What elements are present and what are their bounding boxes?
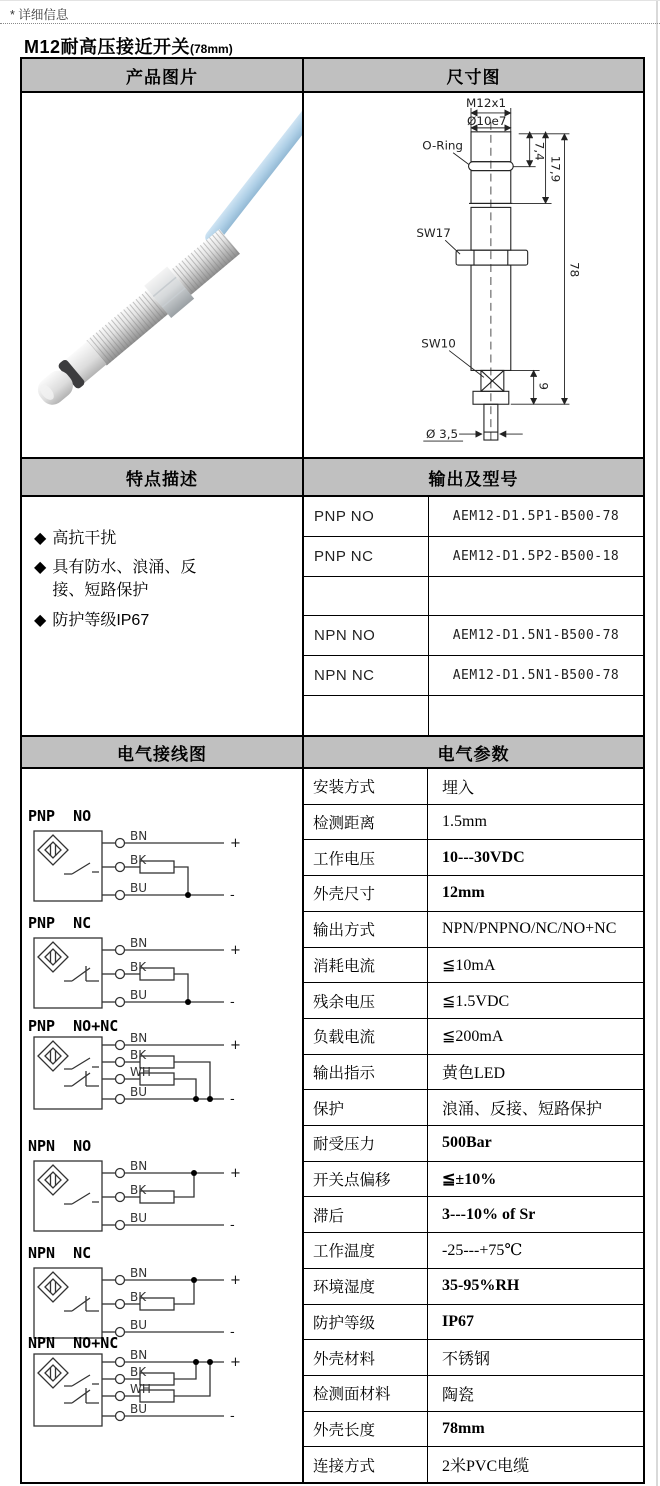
output-type: NPN NO xyxy=(304,616,429,655)
page-note: * 详细信息 xyxy=(10,8,69,22)
param-row xyxy=(304,1161,643,1197)
svg-text:-: - xyxy=(230,1092,235,1107)
param-row xyxy=(304,1089,643,1125)
wiring-diagram-npn-no-nc xyxy=(26,1336,298,1452)
svg-text:-: - xyxy=(230,1409,235,1424)
param-label: 检测距离 xyxy=(304,805,428,840)
wiring-diagrams-cell xyxy=(22,769,302,1482)
param-row xyxy=(304,839,643,875)
header-row-1 xyxy=(22,59,643,91)
output-model-number: AEM12-D1.5P2-B500-18 xyxy=(452,548,620,564)
svg-text:-: - xyxy=(230,995,235,1010)
svg-text:NPN NO: NPN NO xyxy=(28,1139,92,1155)
dim-78-label: 78 xyxy=(567,262,582,278)
param-row xyxy=(304,1125,643,1161)
svg-text:-: - xyxy=(230,888,235,903)
param-label: 工作电压 xyxy=(304,840,428,875)
feature-text: 具有防水、浪涌、反接、短路保护 xyxy=(52,559,197,600)
param-label: 环境湿度 xyxy=(304,1269,428,1304)
param-label: 外壳长度 xyxy=(304,1412,428,1447)
output-model-number: AEM12-D1.5P1-B500-78 xyxy=(452,508,620,524)
svg-text:PNP NO+NC: PNP NO+NC xyxy=(28,1019,119,1035)
output-model-number: AEM12-D1.5N1-B500-78 xyxy=(452,668,620,684)
dimension-header: 尺寸图 xyxy=(302,59,643,91)
feature-text: 高抗干扰 xyxy=(52,530,117,547)
param-row xyxy=(304,1268,643,1304)
svg-text:BK: BK xyxy=(130,1365,147,1379)
param-row xyxy=(304,911,643,947)
svg-text:+: + xyxy=(230,1038,241,1053)
output-model-table xyxy=(304,497,643,735)
dim-179-label: 17,9 xyxy=(548,155,563,183)
product-photo xyxy=(22,93,302,457)
dim-diameter-label: Ø10e7 xyxy=(467,113,507,128)
svg-text:BN: BN xyxy=(130,829,148,843)
param-label: 负载电流 xyxy=(304,1019,428,1054)
param-row xyxy=(304,1054,643,1090)
features-row xyxy=(22,495,643,735)
product-image-header: 产品图片 xyxy=(126,67,198,87)
page-title xyxy=(24,33,233,59)
param-row xyxy=(304,1411,643,1447)
svg-text:PNP NO: PNP NO xyxy=(28,809,92,825)
svg-text:WH: WH xyxy=(130,1065,151,1079)
output-model-number: AEM12-D1.5N1-B500-78 xyxy=(452,628,620,644)
param-row xyxy=(304,1304,643,1340)
param-value: 35-95%RH xyxy=(442,1277,520,1295)
output-type: PNP NC xyxy=(304,537,429,576)
param-label: 防护等级 xyxy=(304,1305,428,1340)
output-model-row xyxy=(304,497,643,536)
title-text: M12耐高压接近开关 xyxy=(24,37,191,57)
diamond-bullet-icon: ◆ xyxy=(34,559,47,577)
features-header: 特点描述 xyxy=(126,469,198,489)
svg-text:BU: BU xyxy=(130,1085,148,1099)
param-row xyxy=(304,1018,643,1054)
params-header: 电气参数 xyxy=(302,737,643,767)
svg-text:BU: BU xyxy=(130,1318,148,1332)
output-model-row xyxy=(304,536,643,576)
param-label: 连接方式 xyxy=(304,1447,428,1482)
wiring-diagram-npn-no xyxy=(26,1139,298,1255)
param-row xyxy=(304,875,643,911)
param-label: 消耗电流 xyxy=(304,948,428,983)
output-model-row xyxy=(304,695,643,735)
param-value: IP67 xyxy=(442,1312,474,1330)
svg-text:NPN NC: NPN NC xyxy=(28,1246,92,1262)
feature-item xyxy=(34,556,294,602)
dim-sw10-label: SW10 xyxy=(421,336,456,351)
sensor-cable xyxy=(202,93,302,248)
param-label: 外壳尺寸 xyxy=(304,876,428,911)
dimension-drawing-cell xyxy=(302,93,643,457)
dimension-drawing xyxy=(304,93,643,457)
param-value: NPN/PNPNO/NC/NO+NC xyxy=(442,920,617,938)
param-label: 滞后 xyxy=(304,1197,428,1232)
param-value: 黄色LED xyxy=(442,1065,506,1083)
feature-item xyxy=(34,527,294,550)
param-row xyxy=(304,1339,643,1375)
param-label: 输出指示 xyxy=(304,1055,428,1090)
param-label: 检测面材料 xyxy=(304,1376,428,1411)
output-header: 输出及型号 xyxy=(302,459,643,495)
svg-text:BN: BN xyxy=(130,1348,148,1362)
svg-text:BN: BN xyxy=(130,1031,148,1045)
detail-row xyxy=(22,767,643,1482)
param-value: ≦1.5VDC xyxy=(442,992,510,1010)
output-model-row xyxy=(304,576,643,616)
svg-text:+: + xyxy=(230,1166,241,1181)
hex-nut-outline xyxy=(456,250,528,265)
wiring-diagram-pnp-nc xyxy=(26,916,298,1032)
output-type: NPN NC xyxy=(304,656,429,695)
page-top-edge xyxy=(0,0,660,1)
param-row xyxy=(304,1232,643,1268)
svg-text:-: - xyxy=(230,1218,235,1233)
output-type xyxy=(304,577,429,616)
svg-text:-: - xyxy=(230,1325,235,1340)
svg-text:BU: BU xyxy=(130,988,148,1002)
dim-thread-label: M12x1 xyxy=(466,95,507,110)
svg-text:BK: BK xyxy=(130,853,147,867)
param-value: ≦±10% xyxy=(442,1171,497,1189)
param-value: 1.5mm xyxy=(442,813,487,831)
diamond-bullet-icon: ◆ xyxy=(34,611,47,629)
param-label: 输出方式 xyxy=(304,912,428,947)
datasheet-table xyxy=(20,57,645,1484)
param-row xyxy=(304,982,643,1018)
title-suffix: (78mm) xyxy=(190,42,233,56)
svg-text:PNP NC: PNP NC xyxy=(28,916,92,932)
output-type xyxy=(304,696,429,735)
image-row xyxy=(22,91,643,457)
dim-tip-label: Ø 3,5 xyxy=(425,427,459,442)
dim-74-label: 7,4 xyxy=(532,141,547,161)
svg-text:BK: BK xyxy=(130,1290,147,1304)
parameters-table xyxy=(304,769,643,1482)
svg-text:+: + xyxy=(230,1355,241,1370)
param-row xyxy=(304,947,643,983)
param-label: 安装方式 xyxy=(304,769,428,804)
param-value: ≦200mA xyxy=(442,1028,504,1046)
param-value: 2米PVC电缆 xyxy=(442,1458,530,1476)
param-label: 保护 xyxy=(304,1090,428,1125)
svg-text:WH: WH xyxy=(130,1382,151,1396)
svg-text:BU: BU xyxy=(130,1402,148,1416)
param-row xyxy=(304,804,643,840)
param-value: 3---10% of Sr xyxy=(442,1205,536,1223)
features-list xyxy=(22,497,302,632)
wiring-header: 电气接线图 xyxy=(117,744,207,764)
svg-text:BK: BK xyxy=(130,960,147,974)
feature-item xyxy=(34,609,294,632)
dim-sw17-label: SW17 xyxy=(416,226,451,241)
param-label: 外壳材料 xyxy=(304,1340,428,1375)
svg-text:BU: BU xyxy=(130,1211,148,1225)
svg-text:+: + xyxy=(230,1273,241,1288)
output-type: PNP NO xyxy=(304,497,429,536)
page-right-edge xyxy=(656,0,658,1486)
param-label: 耐受压力 xyxy=(304,1126,428,1161)
param-label: 开关点偏移 xyxy=(304,1162,428,1197)
output-model-row xyxy=(304,655,643,695)
param-row xyxy=(304,769,643,804)
dim-oring-label: O-Ring xyxy=(422,138,463,153)
svg-text:BN: BN xyxy=(130,1266,148,1280)
svg-text:BN: BN xyxy=(130,1159,148,1173)
param-value: 500Bar xyxy=(442,1134,492,1152)
wiring-diagram-pnp-no xyxy=(26,809,298,925)
svg-text:+: + xyxy=(230,836,241,851)
param-value: 不锈钢 xyxy=(442,1351,491,1369)
output-model-number xyxy=(429,577,643,616)
param-value: 78mm xyxy=(442,1420,485,1437)
svg-text:NPN NO+NC: NPN NO+NC xyxy=(28,1336,119,1352)
wiring-diagram-pnp-no-nc xyxy=(26,1019,298,1135)
param-row xyxy=(304,1375,643,1411)
param-value: ≦10mA xyxy=(442,956,496,974)
param-value: 浪涌、反接、短路保护 xyxy=(442,1101,603,1119)
feature-text: 防护等级IP67 xyxy=(52,611,150,629)
dotted-divider xyxy=(0,23,660,24)
param-value: 埋入 xyxy=(442,779,475,797)
svg-text:BN: BN xyxy=(130,936,148,950)
svg-text:BK: BK xyxy=(130,1048,147,1062)
param-value: 12mm xyxy=(442,884,485,902)
param-value: 陶瓷 xyxy=(442,1386,475,1404)
param-row xyxy=(304,1446,643,1482)
param-label: 工作温度 xyxy=(304,1233,428,1268)
output-model-number xyxy=(429,696,643,735)
product-photo-cell xyxy=(22,93,302,457)
svg-text:BU: BU xyxy=(130,881,148,895)
param-row xyxy=(304,1196,643,1232)
output-model-row xyxy=(304,615,643,655)
param-label: 残余电压 xyxy=(304,983,428,1018)
header-row-3 xyxy=(22,735,643,767)
param-value: 10---30VDC xyxy=(442,848,525,866)
svg-text:BK: BK xyxy=(130,1183,147,1197)
diamond-bullet-icon: ◆ xyxy=(34,530,47,547)
dim-9-label: 9 xyxy=(536,382,551,390)
header-row-2 xyxy=(22,457,643,495)
svg-text:+: + xyxy=(230,943,241,958)
param-value: -25---+75℃ xyxy=(442,1242,523,1260)
